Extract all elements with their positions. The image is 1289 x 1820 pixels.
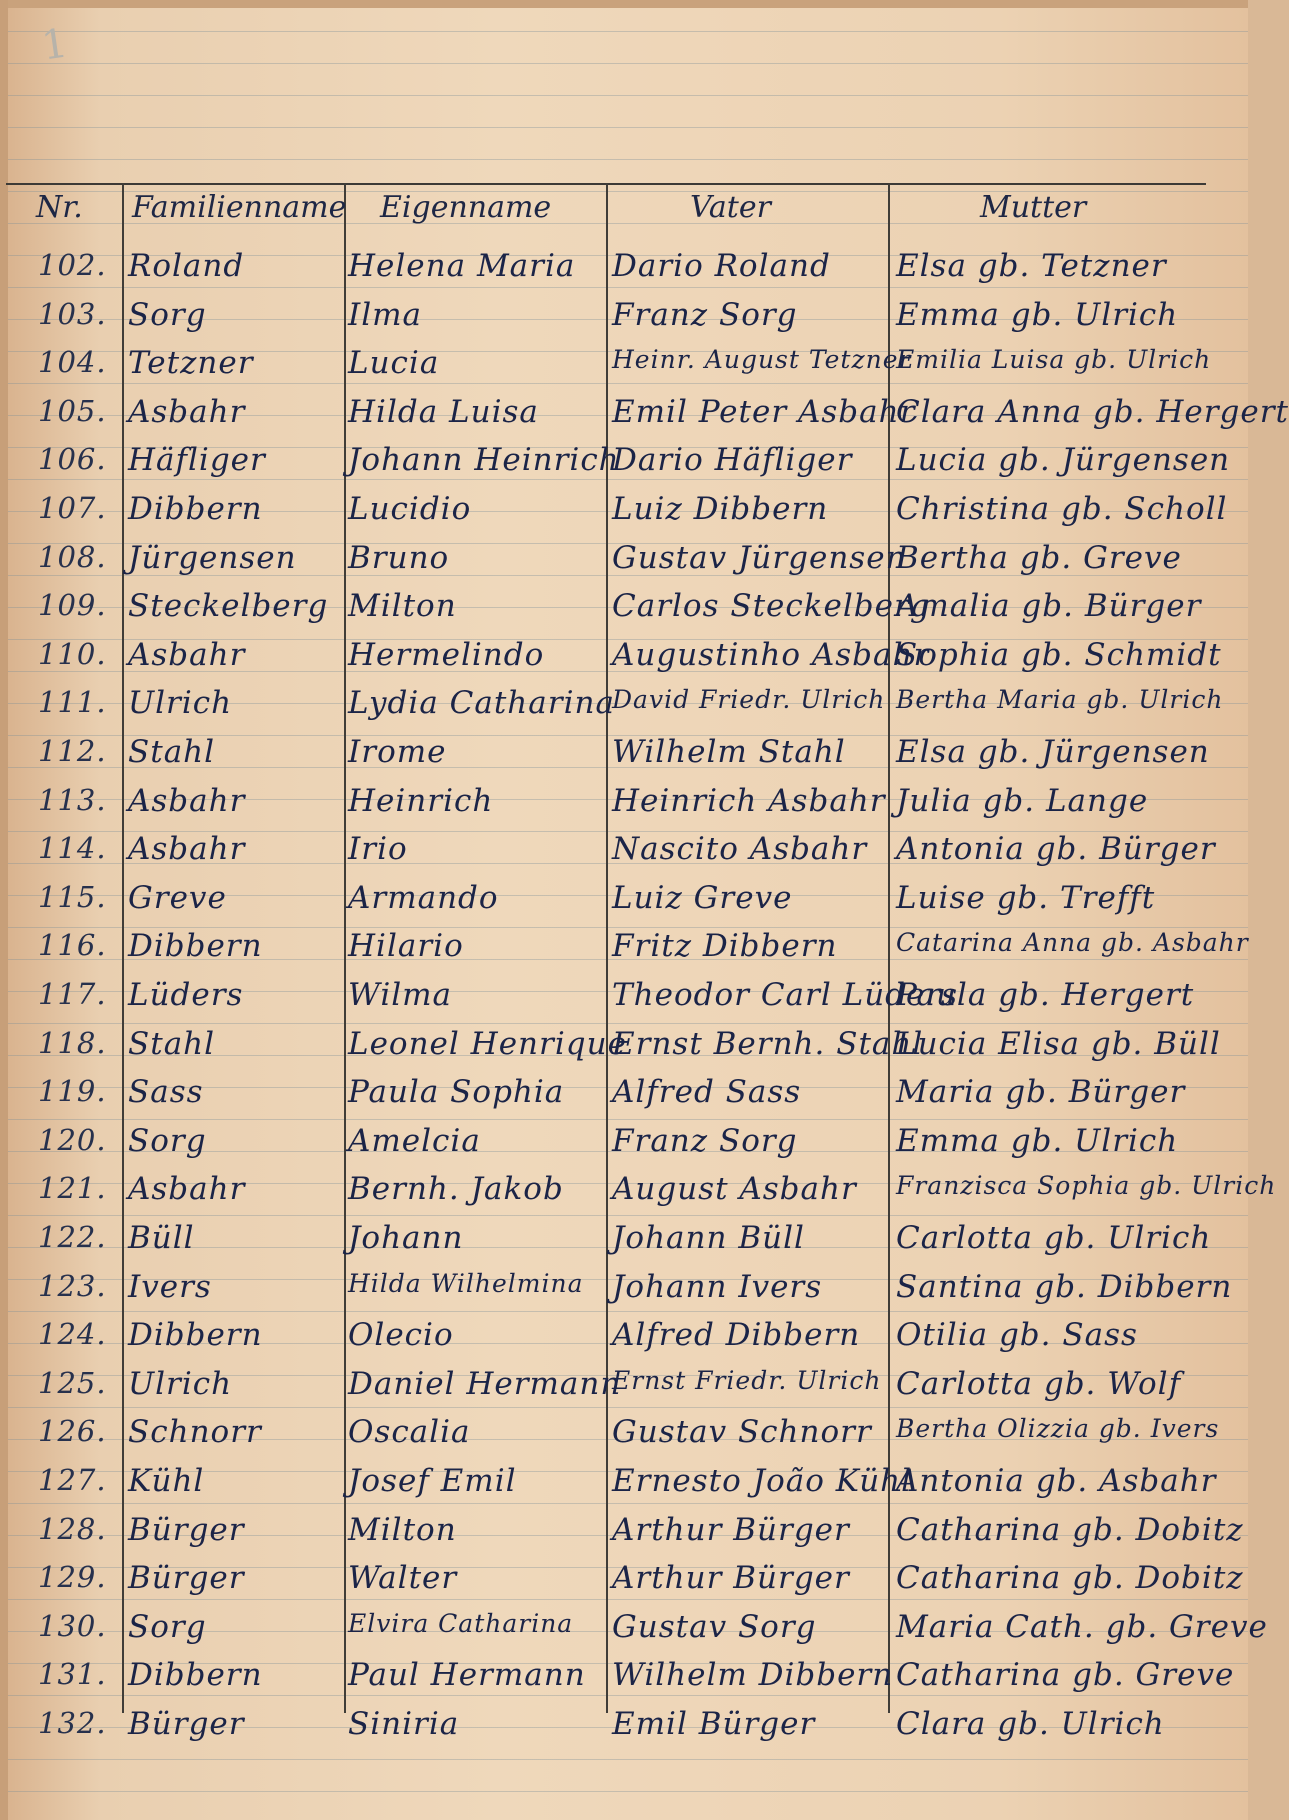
row-familienname: Dibbern bbox=[128, 928, 263, 965]
table-row bbox=[0, 442, 1248, 492]
row-number: 107. bbox=[38, 491, 107, 525]
row-number: 118. bbox=[38, 1025, 107, 1060]
row-eigenname: Johann Heinrich bbox=[348, 442, 620, 479]
table-row bbox=[0, 1171, 1277, 1221]
row-vater: Augustinho Asbahr bbox=[612, 636, 930, 673]
row-vater: Nascito Asbahr bbox=[612, 831, 868, 868]
page-edge-top bbox=[0, 0, 1248, 8]
table-row bbox=[0, 1123, 1248, 1173]
row-eigenname: Amelcia bbox=[348, 1122, 481, 1159]
row-vater: Heinrich Asbahr bbox=[612, 782, 886, 819]
row-vater: Luiz Greve bbox=[612, 879, 793, 916]
row-eigenname: Hilario bbox=[348, 928, 464, 965]
row-number: 106. bbox=[38, 442, 107, 477]
table-row bbox=[0, 491, 1248, 541]
row-eigenname: Walter bbox=[348, 1560, 458, 1597]
row-vater: Wilhelm Dibbern bbox=[612, 1657, 894, 1694]
table-row bbox=[0, 1074, 1248, 1124]
row-eigenname: Wilma bbox=[348, 977, 453, 1013]
row-vater: Emil Peter Asbahr bbox=[612, 393, 916, 430]
row-mutter: Franzisca Sophia gb. Ulrich bbox=[896, 1171, 1277, 1201]
table-row bbox=[0, 831, 1248, 881]
row-mutter: Sophia gb. Schmidt bbox=[896, 636, 1222, 673]
row-number: 126. bbox=[38, 1414, 107, 1449]
row-vater: Arthur Bürger bbox=[612, 1511, 850, 1548]
row-mutter: Emma gb. Ulrich bbox=[896, 1122, 1179, 1159]
row-vater: Gustav Sorg bbox=[612, 1608, 817, 1645]
row-vater: Carlos Steckelberg bbox=[612, 588, 931, 625]
row-number: 113. bbox=[38, 782, 107, 817]
table-row bbox=[0, 685, 1248, 735]
table-row bbox=[0, 734, 1248, 784]
row-familienname: Lüders bbox=[128, 977, 244, 1013]
row-eigenname: Lucia bbox=[348, 345, 440, 382]
row-eigenname: Siniria bbox=[348, 1706, 460, 1742]
row-mutter: Elsa gb. Tetzner bbox=[896, 248, 1167, 284]
header-vater: Vater bbox=[690, 190, 771, 225]
row-vater: Alfred Sass bbox=[612, 1074, 802, 1111]
row-eigenname: Hilda Luisa bbox=[348, 393, 539, 430]
header-mutter: Mutter bbox=[980, 190, 1087, 225]
row-number: 104. bbox=[38, 345, 107, 380]
row-mutter: Clara Anna gb. Hergert bbox=[896, 393, 1289, 430]
row-familienname: Steckelberg bbox=[128, 588, 329, 625]
row-vater: Theodor Carl Lüders bbox=[612, 977, 959, 1013]
row-eigenname: Paul Hermann bbox=[348, 1657, 586, 1694]
row-mutter: Emilia Luisa gb. Ulrich bbox=[896, 345, 1212, 375]
row-eigenname: Lydia Catharina bbox=[348, 685, 615, 722]
row-vater: David Friedr. Ulrich bbox=[612, 685, 886, 715]
row-eigenname: Leonel Henrique bbox=[348, 1025, 627, 1062]
row-mutter: Carlotta gb. Ulrich bbox=[896, 1220, 1212, 1256]
row-vater: Gustav Jürgensen bbox=[612, 539, 907, 576]
header-nr: Nr. bbox=[36, 190, 83, 225]
row-vater: Johann Ivers bbox=[612, 1268, 823, 1305]
row-mutter: Maria Cath. gb. Greve bbox=[896, 1608, 1268, 1645]
row-vater: Alfred Dibbern bbox=[612, 1317, 861, 1354]
row-eigenname: Milton bbox=[348, 588, 457, 625]
row-number: 102. bbox=[38, 248, 107, 282]
row-familienname: Asbahr bbox=[128, 782, 246, 819]
row-vater: Heinr. August Tetzner bbox=[612, 345, 912, 375]
row-number: 129. bbox=[38, 1560, 107, 1595]
row-eigenname: Ilma bbox=[348, 296, 423, 333]
page-marker: 1 bbox=[38, 20, 71, 70]
row-mutter: Christina gb. Scholl bbox=[896, 491, 1228, 527]
table-row bbox=[0, 1269, 1248, 1319]
table-row bbox=[0, 1512, 1248, 1562]
row-familienname: Ulrich bbox=[128, 1365, 233, 1402]
row-familienname: Bürger bbox=[128, 1560, 245, 1597]
row-number: 124. bbox=[38, 1317, 107, 1352]
table-row bbox=[0, 1366, 1248, 1416]
row-familienname: Dibbern bbox=[128, 1317, 263, 1354]
header-eigenname: Eigenname bbox=[380, 190, 552, 225]
row-eigenname: Irio bbox=[348, 831, 408, 868]
row-vater: Ernst Bernh. Stahl bbox=[612, 1025, 924, 1062]
table-row bbox=[0, 1414, 1248, 1464]
row-vater: Franz Sorg bbox=[612, 296, 798, 333]
row-familienname: Asbahr bbox=[128, 636, 246, 673]
row-vater: Franz Sorg bbox=[612, 1122, 798, 1159]
row-eigenname: Lucidio bbox=[348, 491, 472, 527]
row-familienname: Kühl bbox=[128, 1463, 205, 1499]
row-vater: Dario Häfliger bbox=[612, 442, 853, 479]
table-row bbox=[0, 1706, 1248, 1756]
row-mutter: Catharina gb. Dobitz bbox=[896, 1511, 1244, 1548]
row-mutter: Clara gb. Ulrich bbox=[896, 1706, 1165, 1742]
row-eigenname: Armando bbox=[348, 879, 499, 916]
row-mutter: Julia gb. Lange bbox=[896, 782, 1149, 819]
table-row bbox=[0, 928, 1248, 978]
row-vater: Dario Roland bbox=[612, 248, 831, 284]
row-mutter: Paula gb. Hergert bbox=[896, 977, 1195, 1013]
row-number: 103. bbox=[38, 296, 107, 331]
row-eigenname: Milton bbox=[348, 1511, 457, 1548]
row-familienname: Ivers bbox=[128, 1268, 212, 1305]
row-familienname: Roland bbox=[128, 248, 245, 284]
row-vater: Arthur Bürger bbox=[612, 1560, 850, 1597]
row-vater: Emil Bürger bbox=[612, 1706, 816, 1742]
row-number: 123. bbox=[38, 1268, 107, 1303]
row-familienname: Asbahr bbox=[128, 393, 246, 430]
row-eigenname: Johann bbox=[348, 1220, 464, 1256]
row-mutter: Emma gb. Ulrich bbox=[896, 296, 1179, 333]
row-eigenname: Bruno bbox=[348, 539, 450, 576]
row-mutter: Elsa gb. Jürgensen bbox=[896, 734, 1210, 770]
row-number: 105. bbox=[38, 393, 107, 428]
row-eigenname: Josef Emil bbox=[348, 1463, 517, 1499]
row-vater: Wilhelm Stahl bbox=[612, 734, 846, 770]
row-mutter: Catharina gb. Greve bbox=[896, 1657, 1235, 1694]
row-number: 128. bbox=[38, 1511, 107, 1546]
row-vater: Ernst Friedr. Ulrich bbox=[612, 1365, 882, 1395]
row-familienname: Greve bbox=[128, 879, 227, 916]
row-eigenname: Olecio bbox=[348, 1317, 454, 1354]
row-number: 109. bbox=[38, 588, 107, 623]
table-row bbox=[0, 977, 1248, 1027]
row-familienname: Sorg bbox=[128, 296, 207, 333]
table-row bbox=[0, 783, 1248, 833]
row-mutter: Lucia gb. Jürgensen bbox=[896, 442, 1231, 479]
row-number: 115. bbox=[38, 879, 107, 914]
row-vater: August Asbahr bbox=[612, 1171, 857, 1208]
row-eigenname: Helena Maria bbox=[348, 248, 576, 284]
row-familienname: Häfliger bbox=[128, 442, 266, 479]
row-number: 110. bbox=[38, 636, 107, 671]
row-mutter: Lucia Elisa gb. Büll bbox=[896, 1025, 1221, 1062]
row-mutter: Carlotta gb. Wolf bbox=[896, 1365, 1182, 1402]
row-number: 125. bbox=[38, 1365, 107, 1400]
row-eigenname: Hilda Wilhelmina bbox=[348, 1268, 584, 1298]
row-number: 121. bbox=[38, 1171, 107, 1206]
row-familienname: Sorg bbox=[128, 1122, 207, 1159]
row-vater: Johann Büll bbox=[612, 1220, 805, 1256]
row-number: 111. bbox=[38, 685, 107, 720]
table-row bbox=[0, 345, 1248, 395]
row-eigenname: Elvira Catharina bbox=[348, 1608, 574, 1638]
row-number: 131. bbox=[38, 1657, 107, 1692]
table-row bbox=[0, 588, 1248, 638]
row-number: 112. bbox=[38, 734, 107, 768]
row-vater: Fritz Dibbern bbox=[612, 928, 838, 965]
row-eigenname: Hermelindo bbox=[348, 636, 545, 673]
row-eigenname: Irome bbox=[348, 734, 447, 770]
row-familienname: Bürger bbox=[128, 1706, 245, 1742]
row-familienname: Schnorr bbox=[128, 1414, 262, 1451]
row-eigenname: Daniel Hermann bbox=[348, 1365, 622, 1402]
row-familienname: Dibbern bbox=[128, 491, 263, 527]
row-mutter: Catharina gb. Dobitz bbox=[896, 1560, 1244, 1597]
row-eigenname: Bernh. Jakob bbox=[348, 1171, 564, 1208]
row-mutter: Luise gb. Trefft bbox=[896, 879, 1156, 916]
row-mutter: Antonia gb. Bürger bbox=[896, 831, 1216, 868]
table-row bbox=[0, 297, 1248, 347]
row-familienname: Ulrich bbox=[128, 685, 233, 722]
table-row bbox=[0, 393, 1289, 444]
row-number: 127. bbox=[38, 1463, 107, 1497]
row-familienname: Büll bbox=[128, 1220, 195, 1256]
row-eigenname: Heinrich bbox=[348, 782, 494, 819]
row-vater: Ernesto João Kühl bbox=[612, 1463, 913, 1499]
row-mutter: Bertha Olizzia gb. Ivers bbox=[896, 1414, 1220, 1444]
row-familienname: Asbahr bbox=[128, 831, 246, 868]
row-number: 130. bbox=[38, 1608, 107, 1643]
row-mutter: Maria gb. Bürger bbox=[896, 1074, 1186, 1111]
row-vater: Gustav Schnorr bbox=[612, 1414, 872, 1451]
row-number: 132. bbox=[38, 1706, 107, 1740]
table-row bbox=[0, 540, 1248, 590]
row-number: 120. bbox=[38, 1122, 107, 1157]
table-row bbox=[0, 880, 1248, 930]
row-number: 114. bbox=[38, 831, 107, 866]
table-row bbox=[0, 1220, 1248, 1270]
row-eigenname: Paula Sophia bbox=[348, 1074, 565, 1111]
table-row bbox=[0, 1463, 1248, 1513]
row-number: 108. bbox=[38, 539, 107, 574]
table-row bbox=[0, 248, 1248, 298]
row-mutter: Santina gb. Dibbern bbox=[896, 1268, 1233, 1305]
row-familienname: Stahl bbox=[128, 1025, 216, 1062]
row-familienname: Stahl bbox=[128, 734, 216, 770]
row-mutter: Amalia gb. Bürger bbox=[896, 588, 1202, 625]
row-mutter: Catarina Anna gb. Asbahr bbox=[896, 928, 1249, 958]
row-number: 119. bbox=[38, 1074, 107, 1109]
row-mutter: Otilia gb. Sass bbox=[896, 1317, 1138, 1354]
row-number: 116. bbox=[38, 928, 107, 963]
row-number: 117. bbox=[38, 977, 107, 1011]
header-familienname: Familienname bbox=[132, 190, 347, 225]
row-mutter: Antonia gb. Asbahr bbox=[896, 1463, 1217, 1499]
table-row bbox=[0, 637, 1248, 687]
row-eigenname: Oscalia bbox=[348, 1414, 471, 1451]
table-row bbox=[0, 1026, 1248, 1076]
row-number: 122. bbox=[38, 1220, 107, 1254]
row-familienname: Bürger bbox=[128, 1511, 245, 1548]
row-familienname: Sorg bbox=[128, 1608, 207, 1645]
row-vater: Luiz Dibbern bbox=[612, 491, 829, 527]
row-familienname: Sass bbox=[128, 1074, 204, 1111]
row-familienname: Dibbern bbox=[128, 1657, 263, 1694]
table-row bbox=[0, 1317, 1248, 1367]
row-mutter: Bertha Maria gb. Ulrich bbox=[896, 685, 1224, 715]
table-row bbox=[0, 1657, 1248, 1707]
table-row bbox=[0, 1608, 1268, 1659]
row-familienname: Asbahr bbox=[128, 1171, 246, 1208]
row-mutter: Bertha gb. Greve bbox=[896, 539, 1182, 576]
row-familienname: Jürgensen bbox=[128, 539, 297, 576]
table-row bbox=[0, 1560, 1248, 1610]
row-familienname: Tetzner bbox=[128, 345, 254, 382]
